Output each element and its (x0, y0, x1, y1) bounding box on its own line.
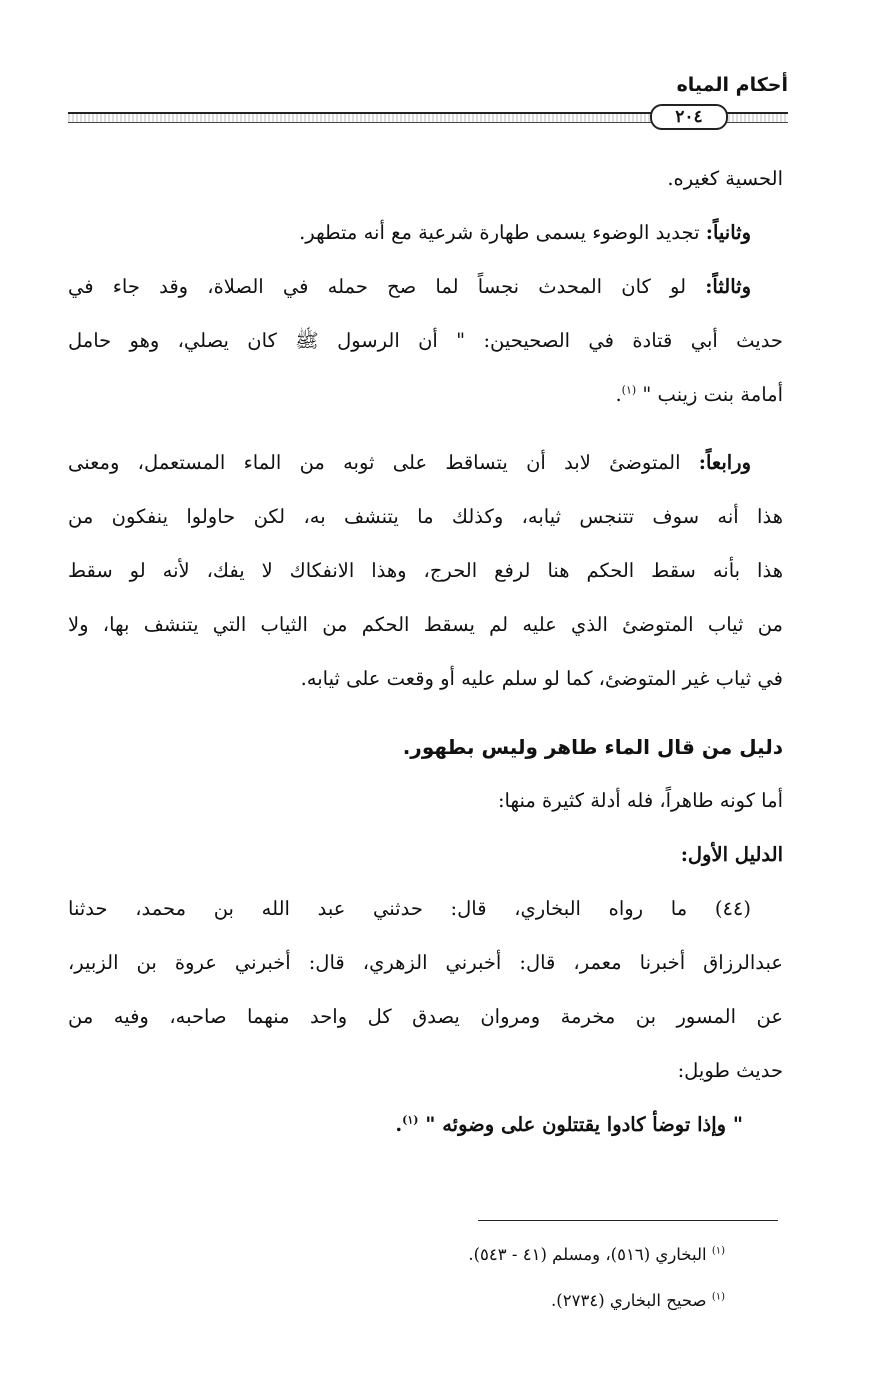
footnote-marker: (١) (711, 1291, 725, 1303)
body-text (68, 152, 783, 1152)
text-line: حديث طويل: (677, 1059, 783, 1082)
line-text: تجديد الوضوء يسمى طهارة شرعية مع أنه متطهر. (299, 221, 706, 244)
text-line (68, 260, 783, 314)
text-line: عن المسور بن مخرمة ومروان يصدق كل واحد منهما صاحبه، وفيه من (68, 1005, 783, 1028)
section-heading: دليل من قال الماء طاهر وليس بطهور. (402, 735, 783, 759)
running-title: أحكام المياه (676, 74, 788, 96)
text-line: من ثياب المتوضئ الذي عليه لم يسقط الحكم من الثياب التي يتنشف بها، ولا (68, 613, 783, 636)
text-line: الحسية كغيره. (667, 167, 783, 190)
footnote (68, 1232, 725, 1278)
text-line: هذا أنه سوف تتنجس ثيابه، وكذلك ما يتنشف به، لكن حاولوا ينفكون من (68, 505, 783, 528)
enumeration-label: ورابعاً: (698, 451, 751, 474)
footnote-ref[interactable]: (١) (402, 1113, 419, 1127)
text-line: عبدالرزاق أخبرنا معمر، قال: أخبرني الزهري، قال: أخبرني عروة بن الزبير، (68, 951, 783, 974)
page-number: ٢٠٤ (650, 104, 728, 130)
text-line: هذا بأنه سقط الحكم هنا لرفع الحرج، وهذا الانفكاك لا يفك، لأنه لو سقط (68, 559, 783, 582)
text-line: (٤٤) ما رواه البخاري، قال: حدثني عبد الله بن محمد، حدثنا (68, 897, 751, 920)
footnote-text: البخاري (٥١٦)، ومسلم (٤١ - ٥٤٣). (468, 1245, 707, 1264)
text-line: في ثياب غير المتوضئ، كما لو سلم عليه أو وقعت على ثيابه. (300, 667, 783, 690)
footnotes (68, 1232, 725, 1324)
footnote-ref[interactable]: (١) (621, 383, 637, 397)
text-line: أمامة بنت زينب " $^{(١)}$. (615, 383, 783, 406)
footnote-separator (478, 1220, 778, 1221)
text-line: حديث أبي قتادة في الصحيحين: " أن الرسول ﷺ كان يصلي، وهو حامل (68, 329, 783, 352)
line-text: أمامة بنت زينب " (642, 383, 783, 406)
footnote-text: صحيح البخاري (٢٧٣٤). (551, 1291, 707, 1310)
text-line (68, 436, 783, 490)
text-line: أما كونه طاهراً، فله أدلة كثيرة منها: (497, 789, 783, 812)
quote-text: " وإذا توضأ كادوا يقتتلون على وضوئه " (425, 1113, 743, 1136)
line-text: لو كان المحدث نجساً لما صح حمله في الصلاة، وقد جاء في (68, 275, 706, 298)
hadith-quote: " وإذا توضأ كادوا يقتتلون على وضوئه " $^{(١)}$. (395, 1113, 743, 1136)
footnote-marker: (١) (711, 1245, 725, 1257)
footnote (68, 1278, 725, 1324)
line-text: المتوضئ لابد أن يتساقط على ثوبه من الماء المستعمل، ومعنى (68, 451, 699, 474)
enumeration-label: وثالثاً: (705, 275, 751, 298)
enumeration-label: وثانياً: (705, 221, 751, 244)
subheading: الدليل الأول: (680, 843, 783, 866)
text-line (68, 206, 783, 260)
